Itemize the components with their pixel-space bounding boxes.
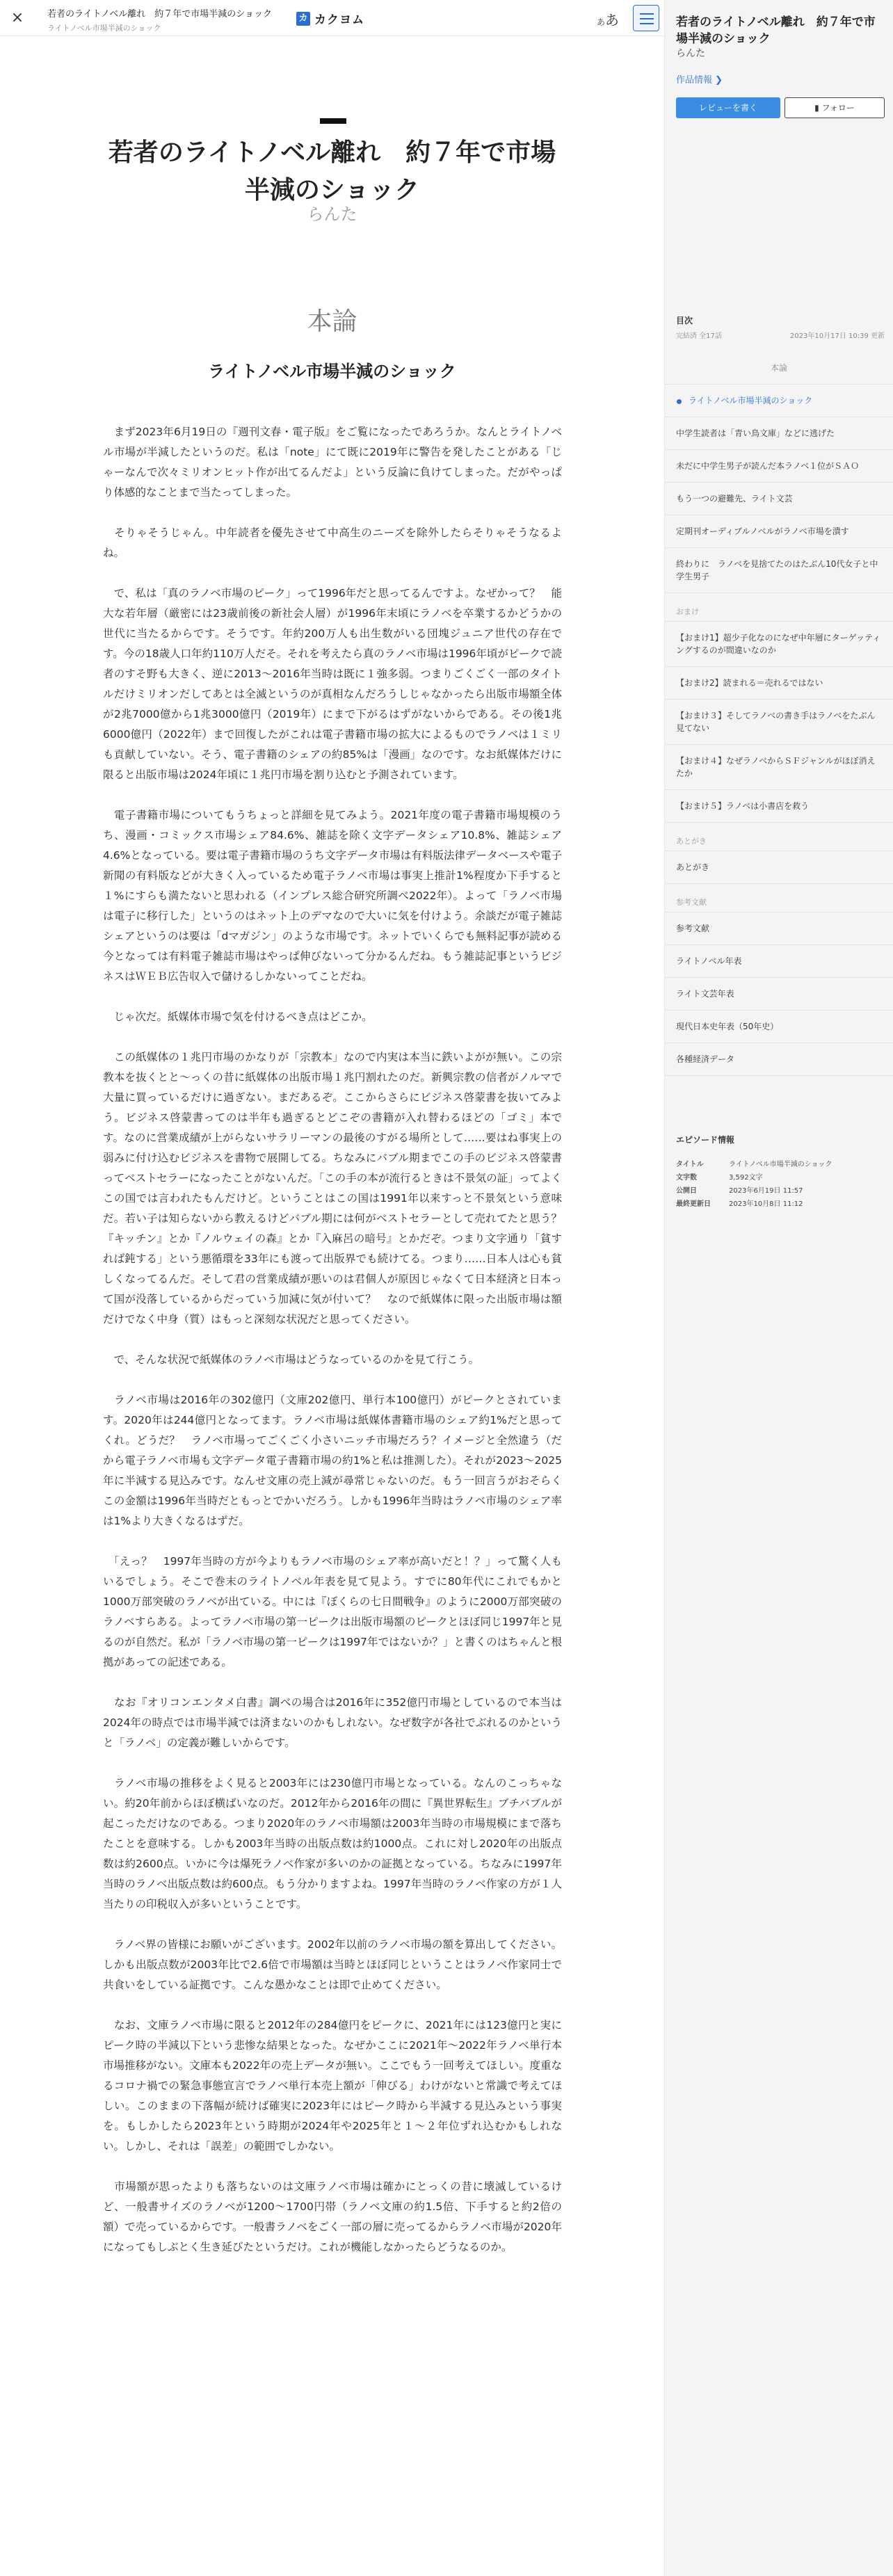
toc-item-current[interactable]: ライトノベル市場半減のショック: [665, 385, 893, 417]
episode-info-row: [676, 1198, 885, 1211]
follow-label: フォロー: [821, 103, 855, 113]
toc-item[interactable]: 参考文献: [665, 912, 893, 945]
paragraph: ラノベ市場の推移をよく見ると2003年には230億円市場となっている。なんのこっちゃない。約20年前からほぼ横ばいなのだ。2012年から2016年の間に『異世界転生』ブチバブルが起こっただけなのである。つまり2020年のラノベ市場額は2003年当時の市場規模にまで落ちたことを意味する。しかも2003年当時の出版点数は約1000点。これに対し2020年の出版点数は約2600点。いかに今は爆死ラノベ作家が多いのかの証拠となっている。ちなみに1997年当時のラノベ出版点数は約600点。もう分かりますよね。1997年当時のラノベ作家の方が１人当たりの印税収入が多いということです。: [103, 1777, 562, 1910]
logo-mark-icon: カ: [296, 12, 310, 26]
paragraph: そりゃそうじゃん。中年読者を優先させて中高生のニーズを除外したらそりゃそうなるよね。: [103, 526, 562, 559]
sidebar-work-title[interactable]: 若者のライトノベル離れ 約７年で市場半減のショック: [676, 15, 876, 46]
paragraph: で、そんな状況で紙媒体のラノベ市場はどうなっているのかを見て行こう。: [103, 1353, 480, 1366]
toc-group-references: 参考文献: [665, 884, 893, 912]
logo-text: カクヨム: [314, 13, 364, 27]
info-value: 2023年6月19日 11:57: [729, 1187, 803, 1195]
toc-item[interactable]: 【おまけ３】そしてラノベの書き手はラノベをたぶん見てない: [665, 700, 893, 745]
info-label: タイトル: [676, 1161, 704, 1168]
work-info-link[interactable]: 作品情報 ❯: [676, 75, 723, 86]
reader-header: [0, 0, 664, 36]
follow-icon: ▮: [814, 103, 822, 113]
paragraph: この紙媒体の１兆円市場のかなりが「宗教本」なので内実は本当に鉄いよがが無い。この宗教本を抜くとと〜っくの昔に紙媒体の出版市場１兆円割れたのだ。新興宗教の信者がノルマで大量に買っているだけに過ぎない。まだあるぞ。ここからさらにビジネス啓蒙書を抜いてみよう。ビジネス啓蒙書ってのは半年も過ぎるとどこぞの書籍が入れ替わるほどの「ゴミ」本です。なのに営業成績が上がらないサラリーマンの最後のすがる場所として……要はね事実上の弱みに付け込むビジネスを書物で展開してる。ちなみにバブル期までこの手のビジネス啓蒙書ってベストセラーになったことがないんだ。「この手の本が流行るときは不景気の証」ってよくこの国では言われたもんだけど。ということはこの国は1991年以来すっと不景気という意味だ。若い子は知らないから教えるけどバブル期には何がベストセラーとして売れてたと思う？『キッチン』とか『ノルウェイの森』とか『入麻呂の暗号』とかだぞ。つまり文字通り「貧すれば鈍する」という悪循環を33年にも渡って出版界でも続けてる。つまり……日本人は心も貧しくなってるんだ。そして君の営業成績が悪いのは君個人が原因じゃなくて日本経済と日本って国が没落しているからだっていう加減に気が付いて？ なので紙媒体に限った出版市場は額だけでなく中身（質）はもっと深刻な状況だと思ってください。: [103, 1051, 562, 1326]
toc-status: 完結済 全17話: [676, 332, 722, 340]
follow-button[interactable]: [785, 97, 885, 118]
paragraph: で、私は「真のラノベ市場のピーク」って1996年だと思ってるんですよ。なぜかって？ 能大な若年層（厳密には23歳前後の新社会人層）が1996年末頃にラノベを卒業するかどうかの世代に当たるからです。そうです。年約200万人も出生数がいる団塊ジュニア世代の存在です。今の18歳人口年約110万人だそ。それを考えたら真のラノベ市場は1996年頃がピークで読者のすそ野も大きく、逆に2013〜2016年当時は既に１強多弱。つまりごくごく一部のタイトルだけミリオンだしてあとは全滅というのが真相なんだろうしじゃなかったら出版市場額全体が2兆7000億から1兆3000億円（2019年）にまで下がるはずがないからである。その後1兆6000億円（2022年）まで回復したがこれは電子書籍市場の拡大によるものでラノベは１ミリも貢献していない。そう、電子書籍のシェアの約85%は「漫画」なのです。なお紙媒体だけに限ると出版市場は2024年頃に１兆円市場を割り込むと予測されています。: [103, 587, 562, 781]
episode-title: ライトノベル市場半減のショック: [208, 362, 456, 381]
toc-item[interactable]: ライトノベル年表: [665, 945, 893, 978]
title-decoration-bar: [320, 118, 346, 124]
write-review-button[interactable]: レビューを書く: [676, 97, 780, 118]
chapter-title: 本論: [307, 307, 357, 336]
sidebar-author[interactable]: らんた: [676, 48, 705, 59]
close-icon[interactable]: ×: [10, 9, 24, 26]
info-value: ライトノベル市場半減のショック: [729, 1161, 832, 1168]
info-label: 最終更新日: [676, 1200, 711, 1208]
episode-info-row: [676, 1184, 885, 1198]
toc-item[interactable]: ライト文芸年表: [665, 978, 893, 1011]
toc-section-main: 本論: [665, 351, 893, 385]
info-label: 文字数: [676, 1174, 697, 1182]
episode-info: [676, 1134, 885, 1211]
paragraph: ラノベ市場は2016年の302億円（文庫202億円、単行本100億円）がピークとされています。2020年は244億円となってます。ラノベ市場は紙媒体書籍市場のシェア約1%だと思ってくれ。どうだ？ ラノベ市場ってごくごく小さいニッチ市場だろう？イメージと全然違う（だから電子ラノベ市場も文字データ電子書籍市場の約1%と私は推測した）。それが2023〜2025年に半減する見込みです。なんせ文庫の売上減が尋常じゃないのだ。もう一回言うがおそらくこの金額は1996年当時だともっとでかいだろう。しかも1996年当時はラノベ市場のシェア率は1%より大きくなるはずだ。: [103, 1394, 562, 1527]
paragraph: 市場額が思ったよりも落ちないのは文庫ラノベ市場は確かにとっくの昔に壊滅しているけど、一般書サイズのラノベが1200〜1700円帯（ラノベ文庫の約1.5倍、下手すると約2倍の額）で売っているからです。一般書ラノベをごく一部の層に売ってるからラノベ市場が2020年になってもしぶとく生き延びたというだけ。これが機能しなかったらどうなるのか。: [103, 2180, 562, 2253]
paragraph: なお『オリコンエンタメ白書』調べの場合は2016年に352億円市場としているので本当は2024年の時点では市場半減では済まないのかもしれない。なぜ数字が各社でぶれるのかというと「ラノベ」の定義が難しいからです。: [103, 1696, 562, 1749]
toc-item[interactable]: 現代日本史年表（50年史）: [665, 1011, 893, 1043]
paragraph: 「えっ？ 1997年当時の方が今よりもラノベ市場のシェア率が高いだと！？」って驚く人もいるでしょう。そこで巻末のライトノベル年表を見て見よう。すでに80年代にこれでもかと1000万部突破のラノベが出ている。中には『ぼくらの七日間戦争』のように2000万部突破のラノベすらある。よってラノベ市場の第一ピークは出版市場額のピークとほぼ同じ1997年と見るのが自然だ。私が「ラノベ市場の第一ピークは1997年ではないか？」と書くのはちゃんと根拠があっての記述である。: [103, 1555, 562, 1668]
toc-item[interactable]: もう一つの避難先、ライト文芸: [665, 483, 893, 515]
toc-toggle-icon[interactable]: [633, 5, 659, 31]
paragraph: じゃ次だ。紙媒体市場で気を付けるべき点はどこか。: [103, 1011, 373, 1023]
paragraph: まず2023年6月19日の『週刊文春・電子版』をご覧になったであろうか。なんとライトノベル市場が半減したというのだ。私は「note」にて既に2019年に警告を発したことがある「じゃーなんで次々ミリオンヒット作が出てるんだよ」という反論に負けてしまった。だがやっぱり体感的なことまで当たってしまった。: [103, 426, 562, 499]
paragraph: なお、文庫ラノベ市場に限ると2012年の284億円をピークに、2021年には123億円と実にピーク時の半減以下という悲惨な結果となった。なぜかここに2021年〜2022年ラノベ単行本市場推移がない。文庫本も2022年の売上データが無い。ここでもう一回考えてほしい。度重なるコロナ禍での緊急事態宣言でラノベ単行本売上額が「伸びる」わけがないと常識で考えてほしい。このままの下落幅が続けば確実に2023年にはピーク時から半減する見込みという事実を。もしかしたら2023年という時期が2024年や2025年と１〜２年位ずれ込むかもしれない。しかし、それは「誤差」の範囲でしかない。: [103, 2019, 562, 2152]
episode-info-row: [676, 1171, 885, 1184]
header-work-title[interactable]: 若者のライトノベル離れ 約７年で市場半減のショック: [47, 9, 273, 19]
info-value: 3,592文字: [729, 1174, 763, 1182]
paragraph: ラノベ界の皆様にお願いがございます。2002年以前のラノベ市場の額を算出してください。しかも出版点数が2003年比で2.6倍で市場額は当時とほぼ同じということはラノベ作家同士で共食いをしている証拠です。こんな愚かなことは即で止めてください。: [103, 1938, 562, 1991]
toc-item[interactable]: 【おまけ2】読まれる＝売れるではない: [665, 667, 893, 700]
episode-body: [0, 36, 664, 2576]
episode-text: [103, 422, 562, 2278]
header-episode-title: ライトノベル市場半減のショック: [47, 24, 161, 33]
font-large-glyph: あ: [605, 12, 620, 29]
toc-item[interactable]: あとがき: [665, 851, 893, 884]
header-titles: [47, 6, 272, 33]
info-label: 公開日: [676, 1187, 697, 1195]
toc-group-afterword: あとがき: [665, 823, 893, 851]
toc-item[interactable]: 【おまけ1】超少子化なのになぜ中年層にターゲッティングするのが間違いなのか: [665, 622, 893, 667]
episode-info-row: [676, 1158, 885, 1171]
toc-item[interactable]: 未だに中学生男子が読んだ本ラノベ１位がＳＡＯ: [665, 450, 893, 483]
toc-heading: 目次: [676, 316, 693, 325]
toc-list: [665, 351, 893, 1076]
toc-item[interactable]: 定期刊オーディブルノベルがラノベ市場を潰す: [665, 515, 893, 548]
font-small-glyph: あ: [597, 17, 606, 27]
toc-meta: [676, 330, 885, 340]
toc-group-omake: おまけ: [665, 593, 893, 622]
toc-item[interactable]: 中学生読者は「青い鳥文庫」などに逃げた: [665, 417, 893, 450]
info-value: 2023年10月8日 11:12: [729, 1200, 803, 1208]
font-size-button[interactable]: [597, 9, 619, 29]
toc-item[interactable]: 各種経済データ: [665, 1043, 893, 1076]
toc-updated: 2023年10月17日 10:39 更新: [789, 332, 885, 340]
kakuyomu-logo[interactable]: [296, 10, 364, 27]
toc-item[interactable]: 【おまけ５】ラノベは小書店を救う: [665, 790, 893, 823]
work-author[interactable]: らんた: [307, 204, 357, 224]
toc-item[interactable]: 終わりに ラノベを見捨てたのはたぶん10代女子と中学生男子: [665, 548, 893, 593]
work-title: 若者のライトノベル離れ 約７年で市場半減のショック: [108, 138, 556, 204]
episode-info-heading: エピソード情報: [676, 1135, 735, 1145]
paragraph: 電子書籍市場についてもうちょっと詳細を見てみよう。2021年度の電子書籍市場規模のうち、漫画・コミックス市場シェア84.6%、雑誌を除く文字データシェア10.8%、雑誌シェア4.6%となっている。要は電子書籍市場のうち文字データ市場は有料版法律データベースや電子新聞の有料版などが大きく入っているため電子ラノベ市場は事実上推計1%程度か下手すると１%にすらも満たないと思われる（インプレス総合研究所調べ2022年）。よって「ラノベ市場は電子に移行した」というのはネット上のデマなので大いに気を付けよう。余談だが電子雑誌シェアというのは要は「dマガジン」のような市場です。ネットでいくらでも無料記事が読める今となっては有料電子雑誌市場はやっぱ伸びないって分かるんだね。もう雑誌記事というビジネスはＷＥＢ広告収入で儲けるしかないってことだね。: [103, 809, 562, 983]
toc-sidebar: [664, 0, 893, 2576]
toc-item[interactable]: 【おまけ４】なぜラノベからＳＦジャンルがほぼ消えたか: [665, 745, 893, 790]
